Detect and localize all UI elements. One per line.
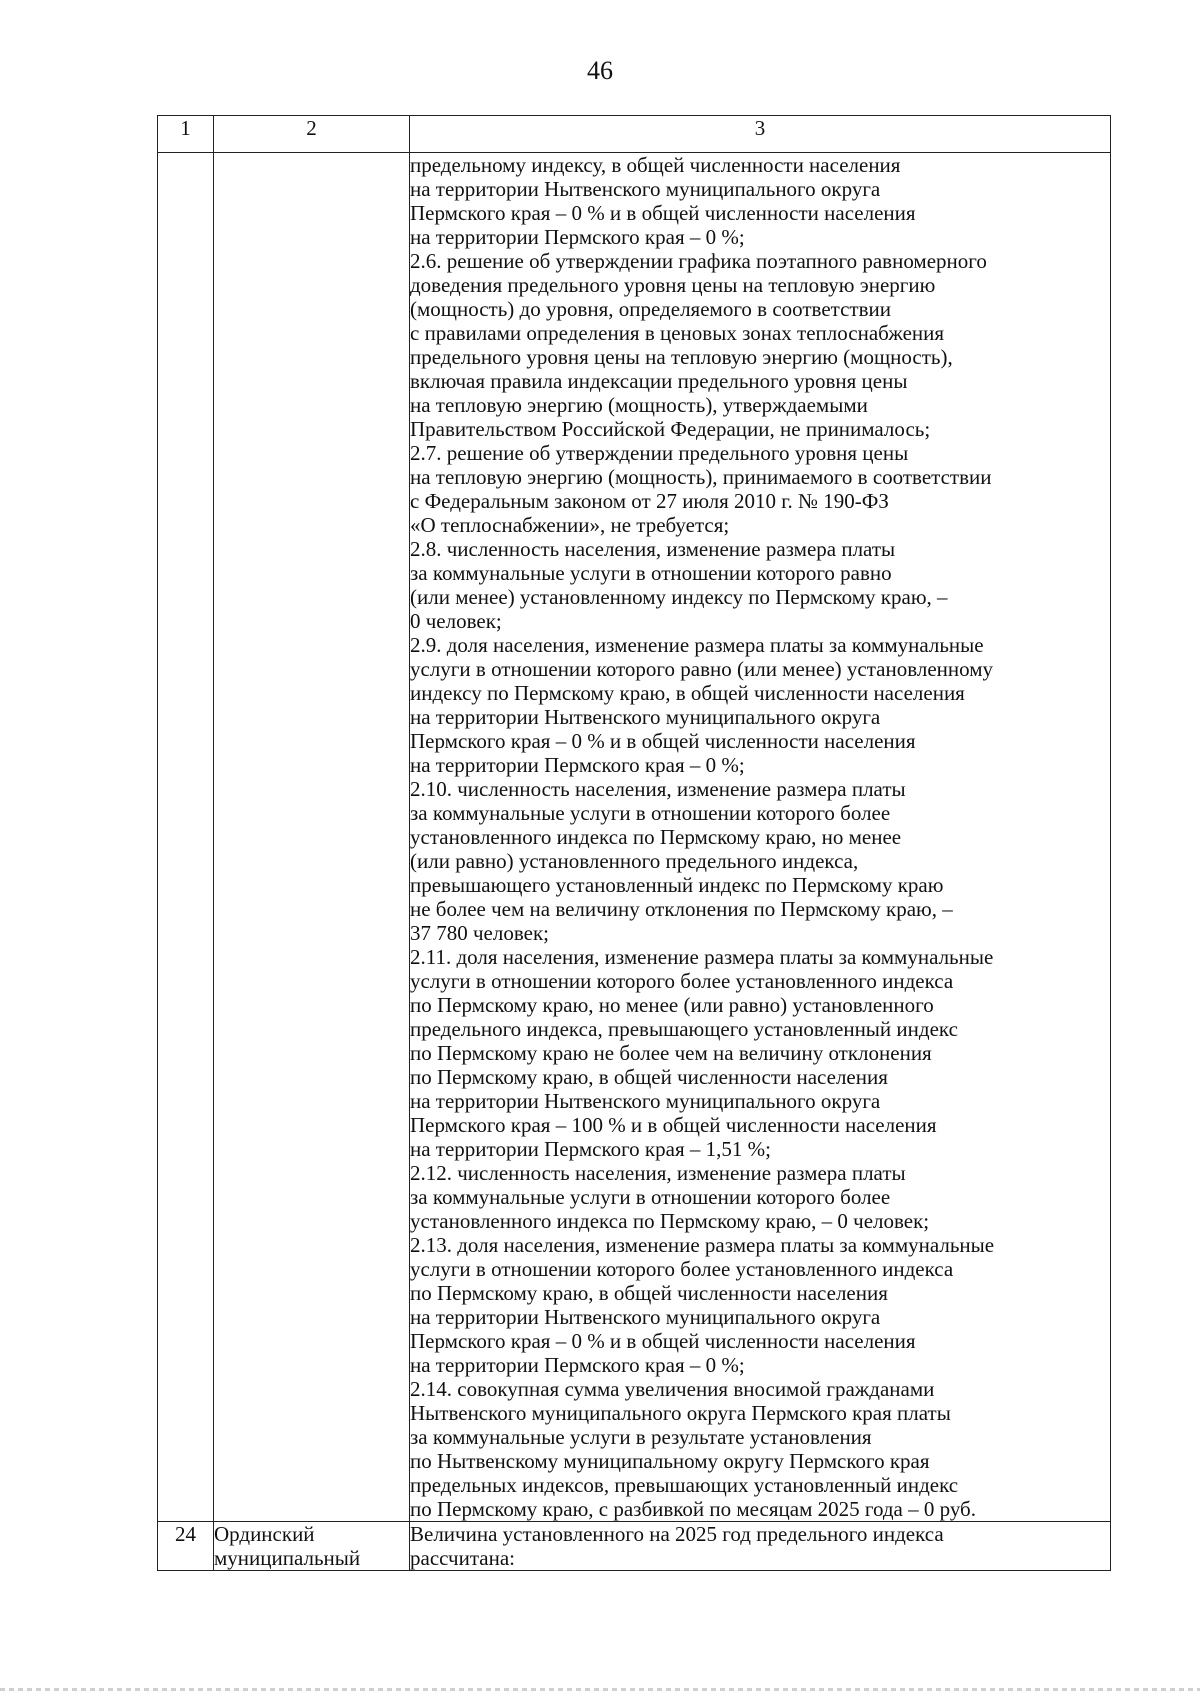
description-line: «О теплоснабжении», не требуется; [410,513,730,537]
row-24-text-line-1: Величина установленного на 2025 год предельного индекса [410,1522,944,1546]
description-line: 2.14. совокупная сумма увеличения вносимой гражданами [410,1377,935,1401]
description-line: по Нытвенскому муниципальному округу Пермского края [410,1449,930,1473]
description-line: на тепловую энергию (мощность), утверждаемыми [410,393,868,417]
municipality-name-line-2: муниципальный [214,1546,361,1570]
description-line: с Федеральным законом от 27 июля 2010 г. № 190-ФЗ [410,489,889,513]
description-line: на тепловую энергию (мощность), принимаемого в соответствии [410,465,992,489]
description-line: на территории Нытвенского муниципального округа [410,177,881,201]
description-line: предельного индекса, превышающего установленный индекс [410,1017,958,1041]
data-table [157,115,1111,1571]
description-line: Правительством Российской Федерации, не принималось; [410,417,931,441]
description-line: на территории Нытвенского муниципального округа [410,705,881,729]
scan-border-line [0,1688,1200,1691]
description-line: 2.13. доля населения, изменение размера платы за коммунальные [410,1233,995,1257]
description-line: на территории Пермского края – 0 %; [410,1353,745,1377]
header-row [158,116,1111,153]
description-line: 0 человек; [410,609,502,633]
description-line: предельных индексов, превышающих установленный индекс [410,1473,959,1497]
description-line: 2.6. решение об утверждении графика поэтапного равномерного [410,249,987,273]
description-line: Пермского края – 0 % и в общей численности населения [410,729,916,753]
table-row-continued [158,153,1111,1522]
description-line: услуги в отношении которого более установленного индекса [410,969,954,993]
description-line: по Пермскому краю, но менее (или равно) установленного [410,993,934,1017]
description-line: 2.12. численность населения, изменение размера платы [410,1161,906,1185]
cell-name-empty [214,153,410,1522]
description-line: 2.8. численность населения, изменение размера платы [410,537,896,561]
description-line: на территории Пермского края – 1,51 %; [410,1137,771,1161]
description-line: за коммунальные услуги в отношении которого более [410,1185,891,1209]
description-line: 37 780 человек; [410,921,550,945]
description-line: (или равно) установленного предельного индекса, [410,849,859,873]
description-line: по Пермскому краю не более чем на величину отклонения [410,1041,932,1065]
description-line: за коммунальные услуги в результате установления [410,1425,872,1449]
header-col-3: 3 [410,116,1111,153]
description-line: за коммунальные услуги в отношении которого равно [410,561,892,585]
description-line: за коммунальные услуги в отношении которого более [410,801,891,825]
description-line: доведения предельного уровня цены на тепловую энергию [410,273,936,297]
description-line: превышающего установленный индекс по Пермскому краю [410,873,944,897]
description-line: предельного уровня цены на тепловую энергию (мощность), [410,345,953,369]
page-number: 46 [587,56,613,85]
description-line: на территории Нытвенского муниципального округа [410,1089,881,1113]
header-col-2: 2 [214,116,410,153]
table-row-24 [158,1522,1111,1571]
cell-number-empty [158,153,214,1522]
description-line: 2.10. численность населения, изменение размера платы [410,777,906,801]
description-line: установленного индекса по Пермскому краю, – 0 человек; [410,1209,930,1233]
municipality-name-line-1: Ординский [214,1522,315,1546]
cell-row-24-description [410,1522,1111,1571]
description-line: не более чем на величину отклонения по Пермскому краю, – [410,897,953,921]
description-line: (или менее) установленному индексу по Пермскому краю, – [410,585,948,609]
description-line: Пермского края – 0 % и в общей численности населения [410,201,916,225]
description-line: (мощность) до уровня, определяемого в соответствии [410,297,891,321]
description-line: по Пермскому краю, в общей численности населения [410,1065,888,1089]
header-col-1: 1 [158,116,214,153]
description-line: индексу по Пермскому краю, в общей численности населения [410,681,965,705]
description-line: на территории Нытвенского муниципального округа [410,1305,881,1329]
description-line: предельному индексу, в общей численности населения [410,153,901,177]
description-line: с правилами определения в ценовых зонах теплоснабжения [410,321,945,345]
description-line: услуги в отношении которого равно (или менее) установленному [410,657,994,681]
row-24-text-line-2: рассчитана: [410,1546,515,1570]
description-line: 2.9. доля населения, изменение размера платы за коммунальные [410,633,984,657]
description-line: установленного индекса по Пермскому краю, но менее [410,825,902,849]
description-line: Пермского края – 0 % и в общей численности населения [410,1329,916,1353]
description-line: на территории Пермского края – 0 %; [410,753,745,777]
description-line: услуги в отношении которого более установленного индекса [410,1257,954,1281]
description-line: на территории Пермского края – 0 %; [410,225,745,249]
description-line: 2.7. решение об утверждении предельного уровня цены [410,441,909,465]
description-line: Нытвенского муниципального округа Пермского края платы [410,1401,951,1425]
description-line: по Пермскому краю, в общей численности населения [410,1281,888,1305]
cell-row-number: 24 [158,1522,214,1571]
description-line: по Пермскому краю, с разбивкой по месяцам 2025 года – 0 руб. [410,1497,976,1521]
description-line: включая правила индексации предельного уровня цены [410,369,908,393]
cell-municipality-name [214,1522,410,1571]
cell-description [410,153,1111,1522]
description-line: 2.11. доля населения, изменение размера платы за коммунальные [410,945,994,969]
description-line: Пермского края – 100 % и в общей численности населения [410,1113,937,1137]
